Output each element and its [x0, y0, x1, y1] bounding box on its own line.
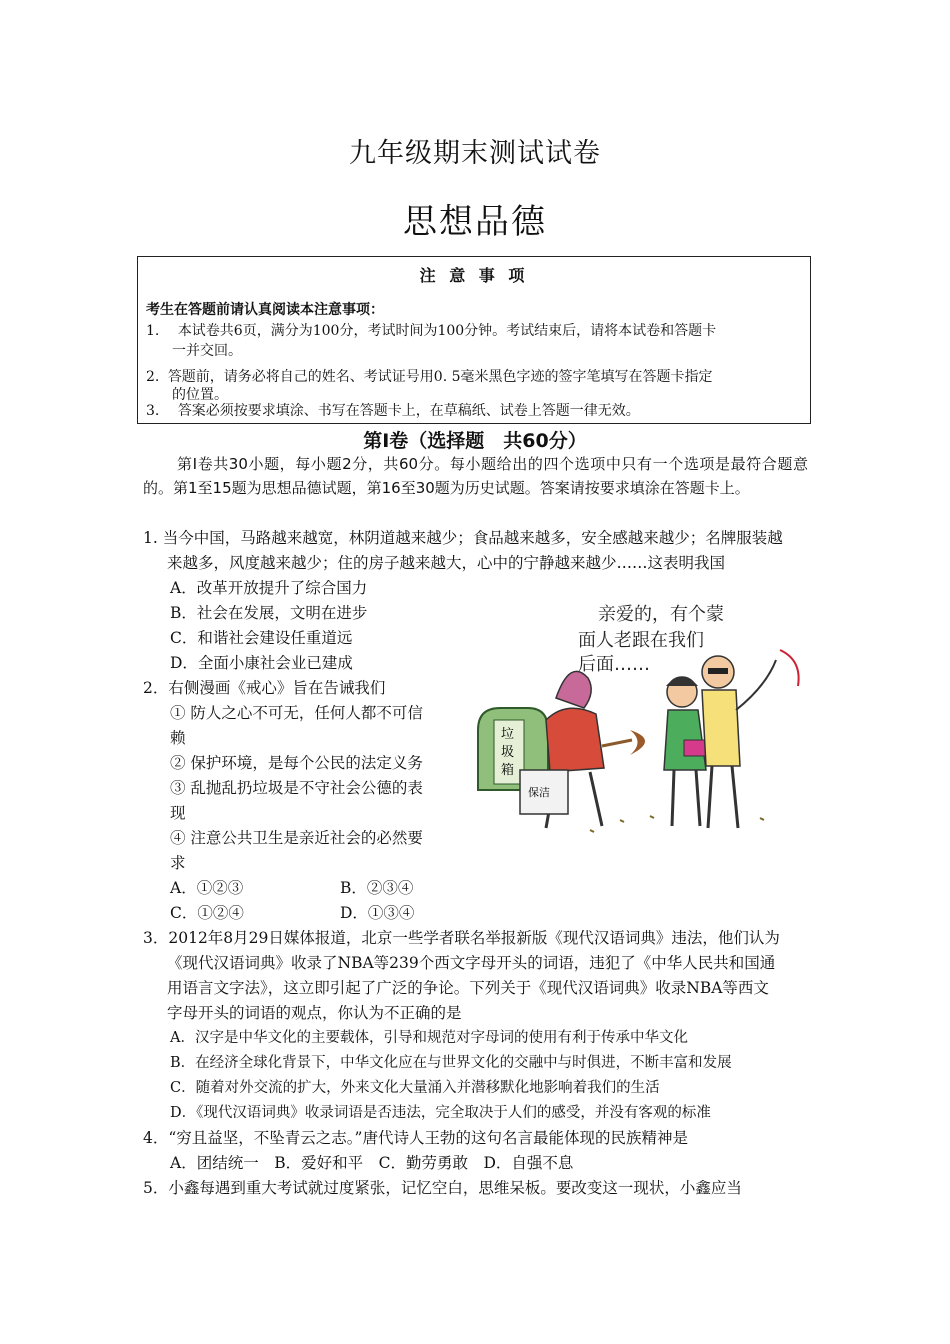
- q1-stem-cont: 来越多，风度越来越少；住的房子越来越大，心中的宁静越来越少……这表明我国: [167, 554, 726, 572]
- q2-statement-4-cont: 求: [170, 854, 186, 872]
- notice-item-text-cont: 的位置。: [172, 387, 228, 403]
- notice-item-number: 1.: [146, 323, 160, 339]
- q2-statement-1: ① 防人之心不可无，任何人都不可信: [170, 704, 423, 722]
- q2-statement-2: ② 保护环境，是每个公民的法定义务: [170, 754, 423, 772]
- q4-stem: 4．“穷且益坚，不坠青云之志。”唐代诗人王勃的这句名言最能体现的民族精神是: [143, 1129, 688, 1147]
- notice-title: 注 意 事 项: [419, 266, 529, 285]
- q5-stem: 5．小鑫每遇到重大考试就过度紧张，记忆空白，思维呆板。要改变这一现状，小鑫应当: [143, 1179, 742, 1197]
- q2-statement-3-cont: 现: [170, 804, 186, 822]
- q1-stem: 1. 当今中国，马路越来越宽，林阴道越来越少；食品越来越多，安全感越来越少；名牌服装越: [143, 529, 783, 547]
- q1-option-d: D．全面小康社会业已建成: [170, 654, 353, 672]
- notice-item-text: 本试卷共6页，满分为100分，考试时间为100分钟。考试结束后，请将本试卷和答题卡: [177, 323, 717, 339]
- bin-label-1: 垃: [501, 727, 515, 742]
- notice-intro: 考生在答题前请认真阅读本注意事项：: [146, 302, 384, 318]
- q2-statement-3: ③ 乱抛乱扔垃圾是不守社会公德的表: [170, 779, 423, 797]
- notice-item-3: [146, 401, 806, 421]
- notice-item-number: 3.: [146, 403, 160, 419]
- q3-option-c: C．随着对外交流的扩大，外来文化大量涌入并潜移默化地影响着我们的生活: [170, 1080, 660, 1096]
- q2-option-d: D．①③④: [340, 904, 415, 922]
- q3-option-b: B．在经济全球化背景下，中华文化应在与世界文化的交融中与时俱进，不断丰富和发展: [170, 1055, 732, 1071]
- exam-title: 九年级期末测试试卷: [349, 138, 601, 169]
- q3-stem-cont-1: 《现代汉语词典》收录了NBA等239个西文字母开头的词语，违犯了《中华人民共和国通: [167, 954, 776, 972]
- cart-label: 保洁: [528, 786, 550, 799]
- cartoon-speech-line-3: 后面……: [578, 654, 650, 675]
- cartoon-illustration: [470, 590, 810, 840]
- notice-item-number: 2.: [146, 369, 160, 385]
- q1-option-c: C．和谐社会建设任重道远: [170, 629, 353, 647]
- bin-label-3: 箱: [501, 763, 515, 778]
- section-intro: 第Ⅰ卷共30小题，每小题2分，共60分。每小题给出的四个选项中只有一个选项是最符合题意的。第1至15题为思想品德试题，第16至30题为历史试题。答案请按要求填涂在答题卡上。: [143, 455, 808, 497]
- section-title: 第Ⅰ卷（选择题 共60分）: [363, 430, 587, 452]
- q2-stem: 2．右侧漫画《戒心》旨在告诫我们: [143, 679, 386, 697]
- couple-figures: [664, 650, 799, 828]
- bin-label-2: 圾: [501, 745, 515, 760]
- q3-option-d: D．《现代汉语词典》收录词语是否违法，完全取决于人们的感受，并没有客观的标准: [170, 1105, 711, 1121]
- notice-item-text: 答案必须按要求填涂、书写在答题卡上，在草稿纸、试卷上答题一律无效。: [177, 403, 640, 419]
- q2-statement-1-cont: 赖: [170, 729, 186, 747]
- q3-stem-cont-2: 用语言文字法》，这立即引起了广泛的争论。下列关于《现代汉语词典》收录NBA等西文: [167, 979, 769, 997]
- q2-statement-4: ④ 注意公共卫生是亲近社会的必然要: [170, 829, 423, 847]
- q2-option-b: B．②③④: [340, 879, 414, 897]
- q1-option-b: B．社会在发展，文明在进步: [170, 604, 368, 622]
- q3-stem: 3．2012年8月29日媒体报道，北京一些学者联名举报新版《现代汉语词典》违法，他们认为: [143, 929, 780, 947]
- q2-option-a: A．①②③: [170, 879, 244, 897]
- notice-box: [137, 256, 811, 424]
- notice-item-2: [146, 367, 806, 405]
- cartoon-speech-line-2: 面人老跟在我们: [578, 630, 704, 651]
- notice-item-1: [146, 321, 806, 361]
- subject-title: 思想品德: [403, 202, 547, 242]
- cartoon-speech-line-1: 亲爱的，有个蒙: [598, 604, 724, 625]
- q2-option-c: C．①②④: [170, 904, 244, 922]
- q3-option-a: A．汉字是中华文化的主要载体，引导和规范对字母词的使用有利于传承中华文化: [170, 1030, 688, 1046]
- q3-stem-cont-3: 字母开头的词语的观点，你认为不正确的是: [167, 1004, 462, 1022]
- notice-item-text-cont: 一并交回。: [172, 343, 242, 359]
- notice-item-text: 答题前，请务必将自己的姓名、考试证号用0. 5毫米黑色字迹的签字笔填写在答题卡指定: [167, 369, 713, 385]
- q4-options: A．团结统一 B．爱好和平 C．勤劳勇敢 D．自强不息: [170, 1154, 574, 1172]
- q1-option-a: A．改革开放提升了综合国力: [170, 579, 368, 597]
